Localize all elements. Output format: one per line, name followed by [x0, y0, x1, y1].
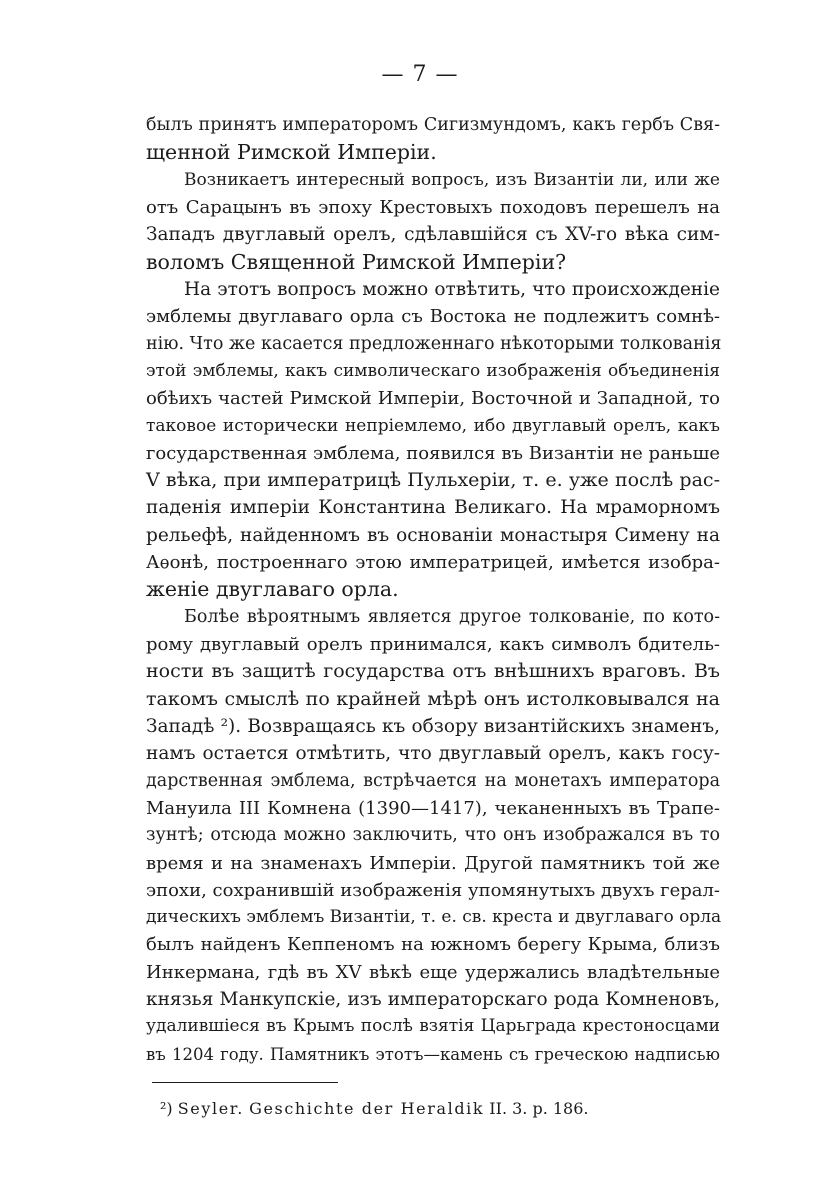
text-line: эпохи, сохранившій изображенія упомянутыхъ двухъ герал- — [146, 879, 720, 901]
text-line: Западъ двуглавый орелъ, сдѣлавшійся съ XV-го вѣка сим- — [146, 224, 720, 246]
text-line: щенной Римской Имперіи. — [146, 140, 437, 165]
text-line: V вѣка, при императрицѣ Пульхеріи, т. е. уже послѣ рас- — [146, 469, 720, 492]
footnote-rule — [152, 1082, 338, 1083]
text-line: рому двуглавый орелъ принимался, какъ символъ бдитель- — [146, 634, 720, 655]
text-line: женіе двуглаваго орла. — [146, 577, 399, 602]
text-line: время и на знаменахъ Имперіи. Другой памятникъ той же — [146, 852, 720, 874]
text-line: Западѣ ²). Возвращаясь къ обзору византійскихъ знаменъ, — [146, 715, 720, 737]
text-line: зунтѣ; отсюда можно заключить, что онъ изображался въ то — [146, 825, 720, 846]
footnote-marker: ²) — [160, 1099, 173, 1118]
text-line: Инкермана, гдѣ въ XV вѣкѣ еще удержались владѣтельные — [146, 961, 720, 983]
text-line: Болѣе вѣроятнымъ является другое толкованіе, по кото- — [184, 606, 720, 627]
text-line: былъ принятъ императоромъ Сигизмундомъ, какъ гербъ Свя- — [146, 115, 720, 135]
text-line: эмблемы двуглаваго орла съ Востока не подлежитъ сомнѣ- — [146, 306, 720, 328]
text-line: князья Манкупскіе, изъ императорскаго рода Комненовъ, — [146, 989, 720, 1011]
text-line: нію. Что же касается предложеннаго нѣкоторыми толкованія — [146, 333, 722, 354]
text-line: Возникаетъ интересный вопросъ, изъ Византіи ли, или же — [184, 169, 720, 190]
text-line: дарственная эмблема, встрѣчается на монетахъ императора — [146, 770, 720, 791]
text-line: обѣихъ частей Римской Имперіи, Восточной и Западной, то — [146, 388, 720, 410]
footnote-author: Seyler. — [177, 1099, 244, 1118]
text-line: отъ Сарацынъ въ эпоху Крестовыхъ походовъ перешелъ на — [146, 196, 720, 218]
text-line: таковое исторически непріемлемо, ибо двуглавый орелъ, какъ — [146, 415, 720, 436]
text-line: На этотъ вопросъ можно отвѣтить, что происхожденіе — [184, 278, 720, 300]
footnote — [160, 1098, 589, 1120]
text-line: этой эмблемы, какъ символическаго изображенія объединенія — [146, 360, 720, 381]
text-line: Аѳонѣ, построеннаго этою императрицей, имѣется изобра- — [146, 552, 720, 573]
text-line: такомъ смыслѣ по крайней мѣрѣ онъ истолковывался на — [146, 687, 720, 710]
text-line: воломъ Священной Римской Имперіи? — [146, 249, 567, 274]
page-number: — 7 — — [381, 62, 459, 87]
text-line: рельефѣ, найденномъ въ основаніи монастыря Симену на — [146, 524, 720, 546]
text-line: удалившіеся въ Крымъ послѣ взятія Царьграда крестоносцами — [146, 1016, 720, 1037]
footnote-title: Geschichte der Heraldik — [249, 1099, 485, 1118]
text-line: намъ остается отмѣтить, что двуглавый орелъ, какъ госу- — [146, 743, 720, 765]
text-line: государственная эмблема, появился въ Византіи не раньше — [146, 442, 720, 464]
text-line: въ 1204 году. Памятникъ этотъ—камень съ греческою надписью — [146, 1044, 720, 1064]
text-line: былъ найденъ Кеппеномъ на южномъ берегу Крыма, близъ — [146, 934, 720, 956]
text-line: паденія имперіи Константина Великаго. На мраморномъ — [146, 497, 720, 519]
text-line: ности въ защитѣ государства отъ внѣшнихъ враговъ. Въ — [146, 660, 720, 683]
footnote-reference: II. 3. p. 186. — [489, 1099, 589, 1118]
text-line: Мануила III Комнена (1390—1417), чеканенныхъ въ Трапе- — [146, 797, 720, 819]
text-line: дическихъ эмблемъ Византіи, т. е. св. креста и двуглаваго орла — [146, 907, 722, 928]
